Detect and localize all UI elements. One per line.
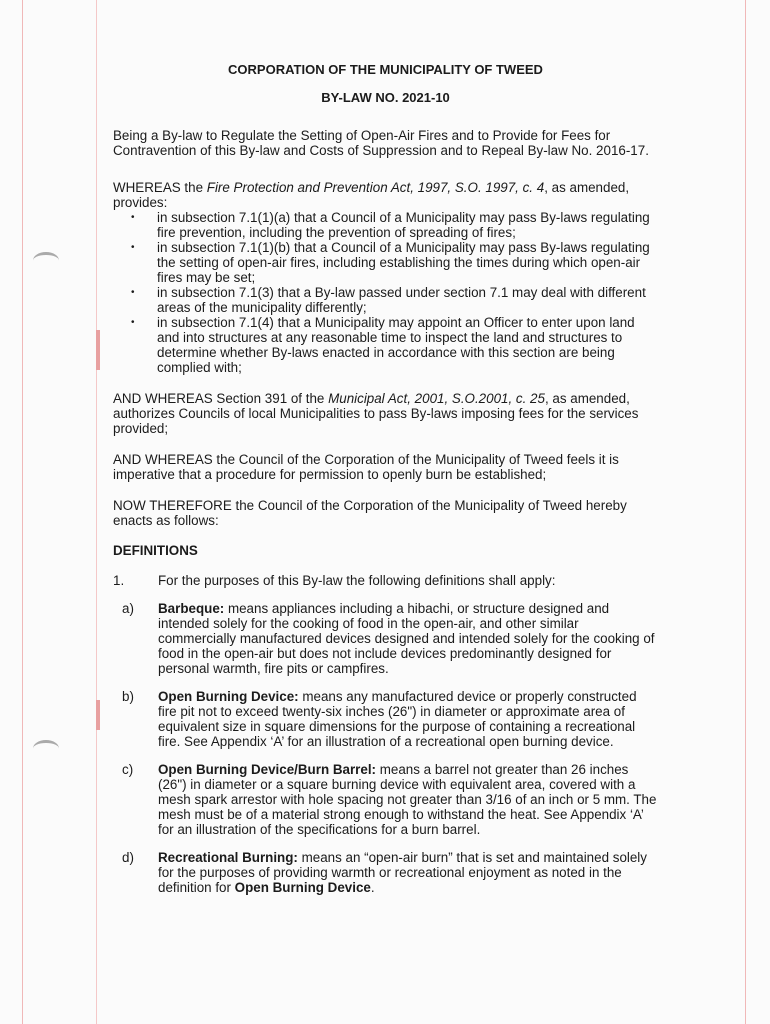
list-item: • in subsection 7.1(1)(a) that a Council of a Municipality may pass By-laws regulating fire prevention, including the prevention of spreading of fires; (157, 210, 658, 240)
scan-edge-line (745, 0, 746, 1024)
definition-item (113, 762, 658, 837)
section-text: For the purposes of this By-law the following definitions shall apply: (158, 573, 556, 588)
scan-margin-line (96, 0, 97, 1024)
section-number: 1. (113, 573, 125, 588)
whereas-prefix: WHEREAS the (113, 180, 207, 195)
definition-term: Open Burning Device/Burn Barrel: (158, 762, 377, 777)
act-citation: Fire Protection and Prevention Act, 1997, S.O. 1997, c. 4 (206, 180, 545, 195)
definition-letter: d) (122, 850, 134, 865)
list-item: • in subsection 7.1(3) that a By-law passed under section 7.1 may deal with different areas of the municipality differently; (157, 285, 658, 315)
definition-reference: Open Burning Device (234, 880, 371, 895)
list-item: • in subsection 7.1(1)(b) that a Council of a Municipality may pass By-laws regulating the setting of open-air fires, including establishing the times during which open-air fires may be set; (157, 240, 658, 285)
bylaw-number: BY-LAW NO. 2021-10 (321, 90, 450, 105)
definition-term: Open Burning Device: (158, 689, 299, 704)
scan-margin-mark (96, 700, 100, 730)
intro-paragraph: Being a By-law to Regulate the Setting of Open-Air Fires and to Provide for Fees for Contravention of this By-law and Costs of Suppression and to Repeal By-law No. 2016-17. (113, 128, 649, 158)
subsection-list (113, 210, 658, 375)
definition-letter: a) (122, 601, 134, 616)
definition-text: means appliances including a hibachi, or structure designed and intended solely for the cooking of food in the open-air, and other similar commercially manufactured devices designed and intended solely for the cooking of food in the open-air but does not include devices predominantly designed for personal warmth, fire pits or campfires. (158, 601, 655, 676)
definition-end: . (370, 880, 375, 895)
whereas-prefix: AND WHEREAS Section 391 of the (113, 391, 329, 406)
definition-text: means a barrel not greater than 26 inches (26") in diameter or a square burning device with equivalent area, covered with a mesh spark arrestor with hole spacing not greater than 3/16 of an inch or 5 mm. The mesh must be of a material strong enough to withstand the heat. See Appendix ‘A’ for an illustration of the specifications for a burn barrel. (158, 762, 657, 837)
scan-margin-mark (96, 330, 100, 370)
definition-body (158, 762, 658, 837)
definition-item (113, 689, 658, 749)
definition-term: Recreational Burning: (158, 850, 298, 865)
whereas-council: AND WHEREAS the Council of the Corporation of the Municipality of Tweed feels it is imperative that a procedure for permission to openly burn be established; (113, 452, 619, 482)
definition-item (113, 601, 658, 676)
whereas-fire-protection (113, 180, 658, 375)
definition-letter: c) (122, 762, 134, 777)
definition-body (158, 850, 658, 895)
scan-edge-line (22, 0, 23, 1024)
definitions-heading: DEFINITIONS (113, 543, 198, 558)
enacting-clause: NOW THEREFORE the Council of the Corporation of the Municipality of Tweed hereby enacts as follows: (113, 498, 627, 528)
definition-item (113, 850, 658, 895)
definition-text: means an “open-air burn” that is set and maintained solely for the purposes of providing warmth or recreational enjoyment as noted in the definition for (158, 850, 647, 895)
document-body (113, 60, 658, 895)
document-title: CORPORATION OF THE MUNICIPALITY OF TWEED (228, 62, 543, 77)
section-1 (113, 573, 658, 588)
list-item: • in subsection 7.1(4) that a Municipality may appoint an Officer to enter upon land and into structures at any reasonable time to inspect the land and structures to determine whether By-laws enacted in accordance with this section are being complied with; (157, 315, 658, 375)
definition-letter: b) (122, 689, 134, 704)
definition-body (158, 689, 658, 749)
definition-body (158, 601, 658, 676)
punch-hole-mark (33, 252, 59, 269)
whereas-fire-protection-text (113, 180, 658, 210)
definition-term: Barbeque: (158, 601, 225, 616)
definition-text: means any manufactured device or properly constructed fire pit not to exceed twenty-six inches (26") in diameter or approximate area of equivalent size in square dimensions for the purpose of containing a recreational fire. See Appendix ‘A’ for an illustration of a recreational open burning device. (158, 689, 637, 749)
punch-hole-mark (33, 740, 59, 757)
act-citation: Municipal Act, 2001, S.O.2001, c. 25 (328, 391, 545, 406)
whereas-municipal-act (113, 391, 658, 436)
whereas-suffix: , as amended, provides: (113, 180, 630, 210)
whereas-suffix: , as amended, authorizes Councils of local Municipalities to pass By-laws imposing fees for the services provided; (113, 391, 639, 436)
